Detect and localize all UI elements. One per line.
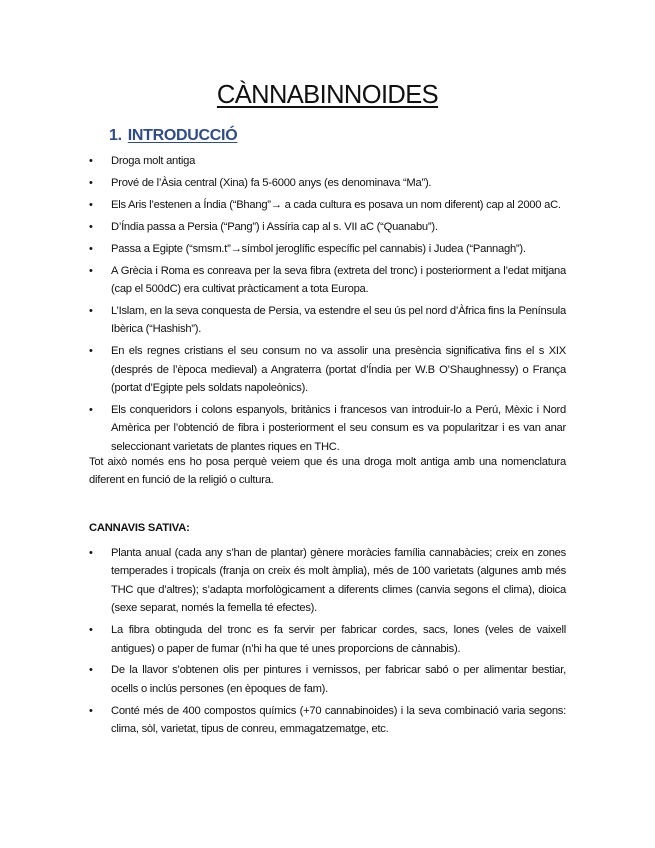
list-item	[0, 196, 566, 214]
list-item	[0, 302, 566, 339]
list-item	[0, 152, 566, 170]
intro-bullet-list	[0, 152, 655, 456]
bullet-icon: •	[89, 403, 93, 416]
list-item	[0, 621, 566, 658]
list-item-text: Planta anual (cada any s’han de plantar) gènere moràcies família cannabàcies; creix en zones temperades i tropicals (franja on creix és molt àmplia), més de 100 varietats (algunes amb més THC que d’altres); s’adapta morfològicament a diferents climes (canvia segons el clima), dioica (sexe separat, només la femella té efectes).	[111, 547, 566, 615]
bullet-icon: •	[89, 198, 93, 211]
subsection-heading-cannavis-sativa: CANNAVIS SATIVA:	[89, 522, 190, 534]
list-item-text: L’Islam, en la seva conquesta de Persia, va estendre el seu ús pel nord d’Àfrica fins la Península Ibèrica (“Hashish”).	[111, 304, 566, 336]
list-item	[0, 262, 566, 299]
intro-summary-paragraph: Tot això només ens ho posa perquè veiem que és una droga molt antiga amb una nomenclatura diferent en funció de la religió o cultura.	[89, 456, 566, 487]
list-item-text: Els Aris l’estenen a Índia (“Bhang”→ a cada cultura es posava un nom diferent) cap al 2000 aC.	[111, 198, 561, 211]
document-title: CÀNNABINNOIDES	[216, 81, 439, 109]
list-item-text: La fibra obtinguda del tronc es fa servir per fabricar cordes, sacs, lones (veles de vaixell antigues) o paper de fumar (n’hi ha que té unes proporcions de cànnabis).	[111, 624, 566, 655]
list-item-text: En els regnes cristians el seu consum no va assolir una presència significativa fins el s XIX (després de l’època medieval) a Angraterra (portat d’Índia per W.B O’Shaughnessy) o França (portat d’Egipte pels soldats napoleònics).	[111, 345, 566, 394]
bullet-icon: •	[89, 220, 93, 233]
bullet-icon: •	[89, 176, 93, 189]
bullet-icon: •	[89, 155, 93, 167]
list-item-text: Prové de l’Àsia central (Xina) fa 5-6000 anys (es denominava “Ma”).	[111, 176, 432, 189]
cannavis-bullet-list	[0, 544, 655, 739]
list-item	[0, 240, 566, 258]
list-item	[0, 661, 566, 698]
list-item	[0, 342, 566, 397]
list-item	[0, 702, 566, 739]
bullet-icon: •	[89, 704, 93, 717]
bullet-icon: •	[89, 304, 93, 317]
list-item	[0, 218, 566, 236]
list-item-text: De la llavor s’obtenen olis per pintures i vernissos, per fabricar sabó o per alimentar bestiar, ocells o inclús persones (en èpoques de fam).	[111, 664, 566, 695]
list-item	[0, 174, 566, 192]
list-item	[0, 544, 566, 618]
list-item-text: Els conqueridors i colons espanyols, britànics i francesos van introduir-lo a Perú, Mèxic i Nord Amèrica per l’obtenció de fibra i posteriorment el seu consum es va popularitzar i es van anar seleccionant varietats de plantes riques en THC.	[111, 403, 566, 453]
list-item-text: A Grècia i Roma es conreava per la seva fibra (extreta del tronc) i posteriorment a l’edat mitjana (cap el 500dC) era cultivat pràcticament a tota Europa.	[111, 264, 566, 295]
section-number: 1.	[109, 127, 122, 144]
bullet-icon: •	[89, 664, 93, 677]
list-item	[0, 401, 566, 456]
section-heading-text: INTRODUCCIÓ	[127, 127, 238, 144]
list-item-text: Droga molt antiga	[111, 155, 196, 167]
bullet-icon: •	[89, 624, 93, 637]
bullet-icon: •	[89, 264, 93, 277]
bullet-icon: •	[89, 547, 93, 559]
bullet-icon: •	[89, 345, 93, 358]
list-item-text: D’Índia passa a Persia (“Pang”) i Assíria cap al s. VII aC (“Quanabu”).	[111, 220, 438, 233]
list-item-text: Conté més de 400 compostos químics (+70 cannabinoides) i la seva combinació varia segons: clima, sòl, varietat, tipus de conreu, emmagatzematge, etc.	[111, 704, 566, 736]
list-item-text: Passa a Egipte (“smsm.t”→símbol jeroglífic específic pel cannabis) i Judea (“Pannagh”).	[111, 242, 526, 255]
bullet-icon: •	[89, 242, 93, 255]
section-heading-introduccio	[109, 125, 237, 147]
